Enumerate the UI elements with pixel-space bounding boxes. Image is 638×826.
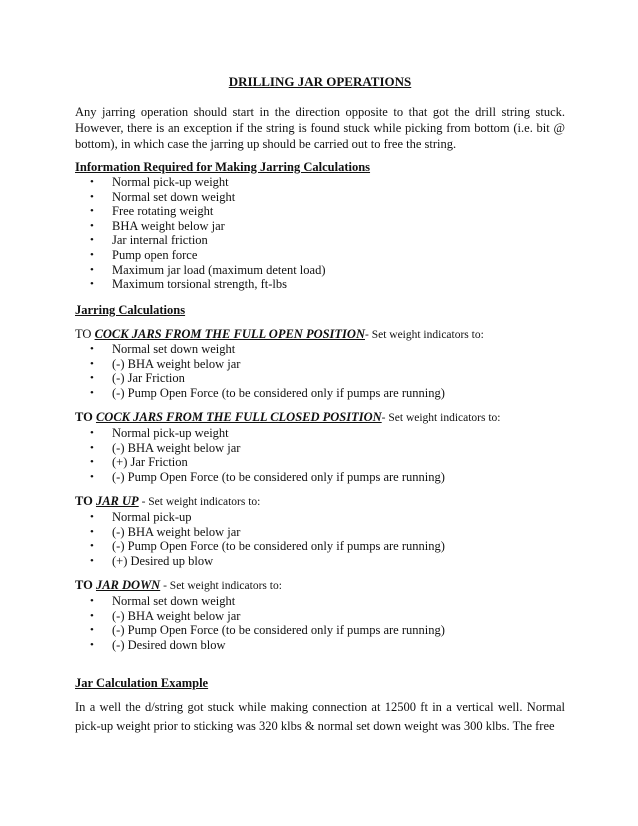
list-item: • (-) Pump Open Force (to be considered only if pumps are running)	[90, 623, 445, 638]
group-list	[75, 594, 445, 652]
group-heading: TO JAR DOWN - Set weight indicators to:	[75, 578, 282, 592]
bullet-icon: •	[90, 525, 94, 538]
list-item: • (+) Desired up blow	[90, 553, 214, 568]
list-item: • Normal pick-up weight	[90, 175, 229, 189]
bullet-icon: •	[90, 427, 94, 439]
list-item: • (-) Pump Open Force (to be considered only if pumps are running)	[90, 385, 445, 400]
bullet-icon: •	[90, 511, 94, 523]
bullet-icon: •	[90, 234, 94, 247]
list-item: • BHA weight below jar	[90, 218, 225, 233]
bullet-icon: •	[90, 456, 94, 469]
list-item: • (-) Pump Open Force (to be considered only if pumps are running)	[90, 469, 445, 484]
list-item: • Maximum jar load (maximum detent load)	[90, 262, 326, 277]
bullet-icon: •	[90, 219, 94, 232]
bullet-icon: •	[90, 343, 94, 355]
calc-heading: Jarring Calculations	[75, 303, 186, 317]
list-item: • (-) BHA weight below jar	[90, 440, 241, 455]
list-item: • (+) Jar Friction	[90, 455, 188, 470]
group-list	[75, 510, 445, 568]
list-item: • Normal set down weight	[90, 594, 236, 608]
list-item: • Normal set down weight	[90, 342, 236, 356]
bullet-icon: •	[90, 624, 94, 637]
info-heading: Information Required for Making Jarring Calculations	[75, 160, 371, 174]
bullet-icon: •	[90, 372, 94, 385]
group-heading: TO COCK JARS FROM THE FULL CLOSED POSITION- Set weight indicators to:	[75, 410, 501, 424]
bullet-icon: •	[90, 470, 94, 483]
bullet-icon: •	[90, 441, 94, 454]
bullet-icon: •	[90, 248, 94, 261]
group-heading: TO COCK JARS FROM THE FULL OPEN POSITION- Set weight indicators to:	[75, 327, 484, 341]
example-heading: Jar Calculation Example	[75, 676, 209, 690]
list-item: • Jar internal friction	[90, 233, 208, 248]
bullet-icon: •	[90, 638, 94, 651]
list-item: • (-) Desired down blow	[90, 637, 226, 652]
bullet-icon: •	[90, 357, 94, 370]
example-paragraph: In a well the d/string got stuck while making connection at 12500 ft in a vertical well. Normal pick-up weight prior to sticking was 320 klbs & normal set down weight was 300 klbs. The free	[75, 700, 565, 733]
intro-paragraph: Any jarring operation should start in the direction opposite to that got the drill string stuck. However, there is an exception if the string is found stuck while picking from bottom (i.e. bit @ bottom), in which case the jarring up should be carried out to free the string.	[75, 105, 565, 151]
bullet-icon: •	[90, 595, 94, 607]
bullet-icon: •	[90, 190, 94, 203]
bullet-icon: •	[90, 205, 94, 218]
bullet-icon: •	[90, 540, 94, 553]
group-heading: TO JAR UP - Set weight indicators to:	[75, 494, 261, 508]
group-list	[75, 342, 445, 400]
list-item: • Maximum torsional strength, ft-lbs	[90, 277, 287, 292]
list-item: • (-) Jar Friction	[90, 371, 185, 386]
bullet-icon: •	[90, 386, 94, 399]
page-title: DRILLING JAR OPERATIONS	[228, 74, 412, 89]
list-item: • (-) Pump Open Force (to be considered only if pumps are running)	[90, 539, 445, 554]
bullet-icon: •	[90, 609, 94, 622]
list-item: • (-) BHA weight below jar	[90, 608, 241, 623]
bullet-icon: •	[90, 263, 94, 276]
list-item: • Normal set down weight	[90, 189, 236, 204]
bullet-icon: •	[90, 176, 94, 188]
list-item: • (-) BHA weight below jar	[90, 356, 241, 371]
list-item: • Normal pick-up	[90, 510, 192, 524]
list-item: • Free rotating weight	[90, 204, 214, 219]
list-item: • Normal pick-up weight	[90, 426, 229, 440]
group-list	[75, 426, 445, 484]
info-list	[75, 175, 326, 292]
list-item: • (-) BHA weight below jar	[90, 524, 241, 539]
list-item: • Pump open force	[90, 247, 198, 262]
bullet-icon: •	[90, 278, 94, 291]
bullet-icon: •	[90, 554, 94, 567]
